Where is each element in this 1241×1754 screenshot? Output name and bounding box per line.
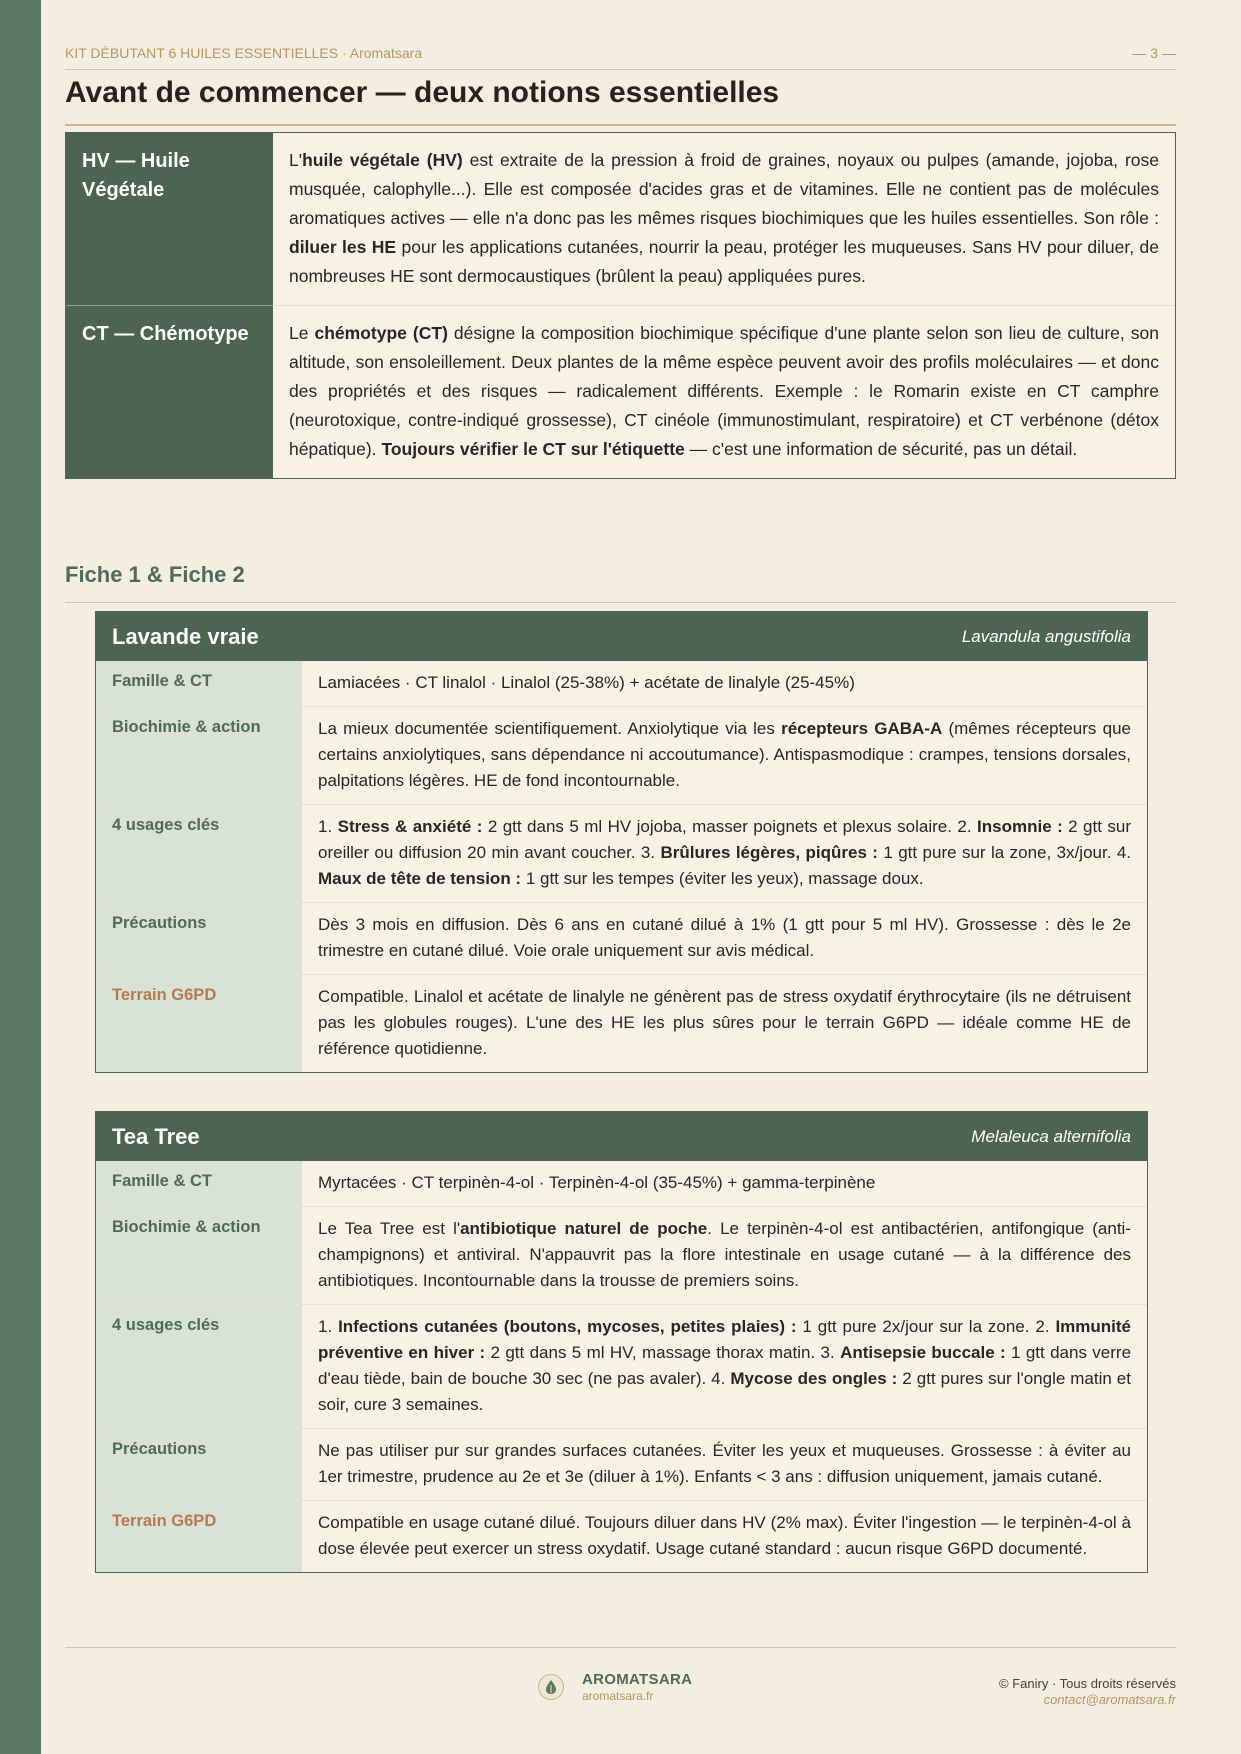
fiche-name: Tea Tree xyxy=(112,1123,200,1149)
page-number: — 3 — xyxy=(1132,45,1176,61)
fiche-row-label: 4 usages clés xyxy=(96,805,302,902)
bold-term: huile végétale (HV) xyxy=(302,150,463,170)
bold-term: Stress & anxiété : xyxy=(337,817,483,836)
footer-divider xyxy=(65,1647,1176,1648)
notion-definition: L'huile végétale (HV) est extraite de la pression à froid de graines, noyaux ou pulpes (amande, jojoba, rose musquée, calophylle...). Elle est composée d'acides gras et de vitamines. Elle ne contient pas de molécules aromatiques actives — elle n'a donc pas les mêmes risques biochimiques que les huiles essentielles. Son rôle : diluer les HE pour les applications cutanées, nourrir la peau, protéger les muqueuses. Sans HV pour diluer, de nombreuses HE sont dermocaustiques (brûlent la peau) appliquées pures. xyxy=(273,133,1175,305)
fiche-row-content: Myrtacées · CT terpinèn-4-ol · Terpinèn-4-ol (35-45%) + gamma-terpinène xyxy=(302,1161,1147,1206)
running-header xyxy=(65,45,1176,70)
bold-term: diluer les HE xyxy=(289,237,397,257)
fiche-row-label: Terrain G6PD xyxy=(96,1501,302,1572)
notion-term: CT — Chémotype xyxy=(66,305,273,478)
notions-table xyxy=(65,132,1176,479)
contact-email[interactable]: contact@aromatsara.fr xyxy=(1043,1692,1176,1707)
fiche-row xyxy=(96,661,1147,706)
bold-term: récepteurs GABA-A xyxy=(781,719,943,738)
bold-term: antibiotique naturel de poche xyxy=(460,1219,708,1238)
section-title: Fiche 1 & Fiche 2 xyxy=(65,562,1176,603)
fiche-row-label: Biochimie & action xyxy=(96,707,302,804)
fiche-row-content: Compatible en usage cutané dilué. Toujours diluer dans HV (2% max). Éviter l'ingestion — le terpinèn-4-ol à dose élevée peut exercer un stress oxydatif. Usage cutané standard : aucun risque G6PD documenté. xyxy=(302,1501,1147,1572)
footer-copyright xyxy=(999,1676,1176,1707)
bold-term: Infections cutanées (boutons, mycoses, petites plaies) : xyxy=(338,1317,797,1336)
fiche-header xyxy=(96,612,1147,661)
fiche-row-label: Famille & CT xyxy=(96,661,302,706)
footer-brand xyxy=(538,1671,692,1703)
fiche-row xyxy=(96,804,1147,902)
fiche-row xyxy=(96,1428,1147,1500)
bold-term: Maux de tête de tension : xyxy=(318,869,522,888)
fiche-row xyxy=(96,902,1147,974)
fiche-row xyxy=(96,1500,1147,1572)
fiche-row xyxy=(96,1304,1147,1428)
bold-term: Brûlures légères, piqûres : xyxy=(660,843,878,862)
fiche-row-content: Compatible. Linalol et acétate de linalyle ne génèrent pas de stress oxydatif érythrocytaire (ils ne détruisent pas les globules rouges). L'une des HE les plus sûres pour le terrain G6PD — idéale comme HE de référence quotidienne. xyxy=(302,975,1147,1072)
page xyxy=(65,0,1176,1754)
fiche-card xyxy=(95,1111,1148,1573)
fiche-row xyxy=(96,706,1147,804)
notion-term: HV — Huile Végétale xyxy=(66,133,273,305)
notion-row xyxy=(66,133,1175,305)
bold-term: chémotype (CT) xyxy=(314,323,448,343)
bold-term: Antisepsie buccale : xyxy=(840,1343,1006,1362)
fiche-row-label: Famille & CT xyxy=(96,1161,302,1206)
brand-url: aromatsara.fr xyxy=(582,1689,654,1703)
fiche-row xyxy=(96,1206,1147,1304)
fiche-row-content: Le Tea Tree est l'antibiotique naturel de poche. Le terpinèn-4-ol est antibactérien, antifongique (anti-champignons) et antiviral. N'appauvrit pas la flore intestinale en usage cutané — à la différence des antibiotiques. Incontournable dans la trousse de premiers soins. xyxy=(302,1207,1147,1304)
fiche-row xyxy=(96,1161,1147,1206)
fiche-row-content: 1. Stress & anxiété : 2 gtt dans 5 ml HV jojoba, masser poignets et plexus solaire. 2. Insomnie : 2 gtt sur oreiller ou diffusion 20 min avant coucher. 3. Brûlures légères, piqûres : 1 gtt pure sur la zone, 3x/jour. 4. Maux de tête de tension : 1 gtt sur les tempes (éviter les yeux), massage doux. xyxy=(302,805,1147,902)
side-band xyxy=(0,0,41,1754)
bold-term: Mycose des ongles : xyxy=(730,1369,898,1388)
fiche-latin-name: Lavandula angustifolia xyxy=(961,626,1131,646)
fiche-row xyxy=(96,974,1147,1072)
fiche-body xyxy=(96,1161,1147,1572)
fiche-row-content: Dès 3 mois en diffusion. Dès 6 ans en cutané dilué à 1% (1 gtt pour 5 ml HV). Grossesse : dès le 2e trimestre en cutané dilué. Voie orale uniquement sur avis médical. xyxy=(302,903,1147,974)
fiche-body xyxy=(96,661,1147,1072)
notion-definition: Le chémotype (CT) désigne la composition biochimique spécifique d'une plante selon son lieu de culture, son altitude, son ensoleillement. Deux plantes de la même espèce peuvent avoir des profils moléculaires — et donc des propriétés et des risques — radicalement différents. Exemple : le Romarin existe en CT camphre (neurotoxique, contre-indiqué grossesse), CT cinéole (immunostimulant, respiratoire) et CT verbénone (détox hépatique). Toujours vérifier le CT sur l'étiquette — c'est une information de sécurité, pas un détail. xyxy=(273,306,1175,478)
fiche-row-label: Précautions xyxy=(96,1429,302,1500)
bold-term: Insomnie : xyxy=(977,817,1063,836)
fiche-row-content: Ne pas utiliser pur sur grandes surfaces cutanées. Éviter les yeux et muqueuses. Grossesse : à éviter au 1er trimestre, prudence au 2e et 3e (diluer à 1%). Enfants < 3 ans : diffusion uniquement, jamais cutané. xyxy=(302,1429,1147,1500)
brand-name: AROMATSARA xyxy=(582,1671,693,1688)
fiche-row-label: Terrain G6PD xyxy=(96,975,302,1072)
fiche-name: Lavande vraie xyxy=(112,623,259,649)
running-title: KIT DÉBUTANT 6 HUILES ESSENTIELLES · Aromatsara xyxy=(65,45,423,61)
fiche-row-label: 4 usages clés xyxy=(96,1305,302,1428)
fiche-row-label: Précautions xyxy=(96,903,302,974)
bold-term: Immunité préventive en hiver : xyxy=(318,1317,1131,1362)
fiche-card xyxy=(95,611,1148,1073)
fiche-row-content: La mieux documentée scientifiquement. Anxiolytique via les récepteurs GABA-A (mêmes récepteurs que certains anxiolytiques, sans dépendance ni accoutumance). Antispasmodique : crampes, tensions dorsales, palpitations légères. HE de fond incontournable. xyxy=(302,707,1147,804)
copyright-text: © Faniry · Tous droits réservés xyxy=(999,1676,1176,1691)
bold-term: Toujours vérifier le CT sur l'étiquette xyxy=(381,439,685,459)
fiche-latin-name: Melaleuca alternifolia xyxy=(971,1126,1131,1146)
notion-row xyxy=(66,305,1175,478)
fiche-row-label: Biochimie & action xyxy=(96,1207,302,1304)
leaf-drop-icon xyxy=(538,1674,564,1700)
fiche-row-content: Lamiacées · CT linalol · Linalol (25-38%) + acétate de linalyle (25-45%) xyxy=(302,661,1147,706)
fiche-row-content: 1. Infections cutanées (boutons, mycoses, petites plaies) : 1 gtt pure 2x/jour sur la zone. 2. Immunité préventive en hiver : 2 gtt dans 5 ml HV, massage thorax matin. 3. Antisepsie buccale : 1 gtt dans verre d'eau tiède, bain de bouche 30 sec (ne pas avaler). 4. Mycose des ongles : 2 gtt pures sur l'ongle matin et soir, cure 3 semaines. xyxy=(302,1305,1147,1428)
fiche-header xyxy=(96,1112,1147,1161)
page-title: Avant de commencer — deux notions essentielles xyxy=(65,76,1176,126)
